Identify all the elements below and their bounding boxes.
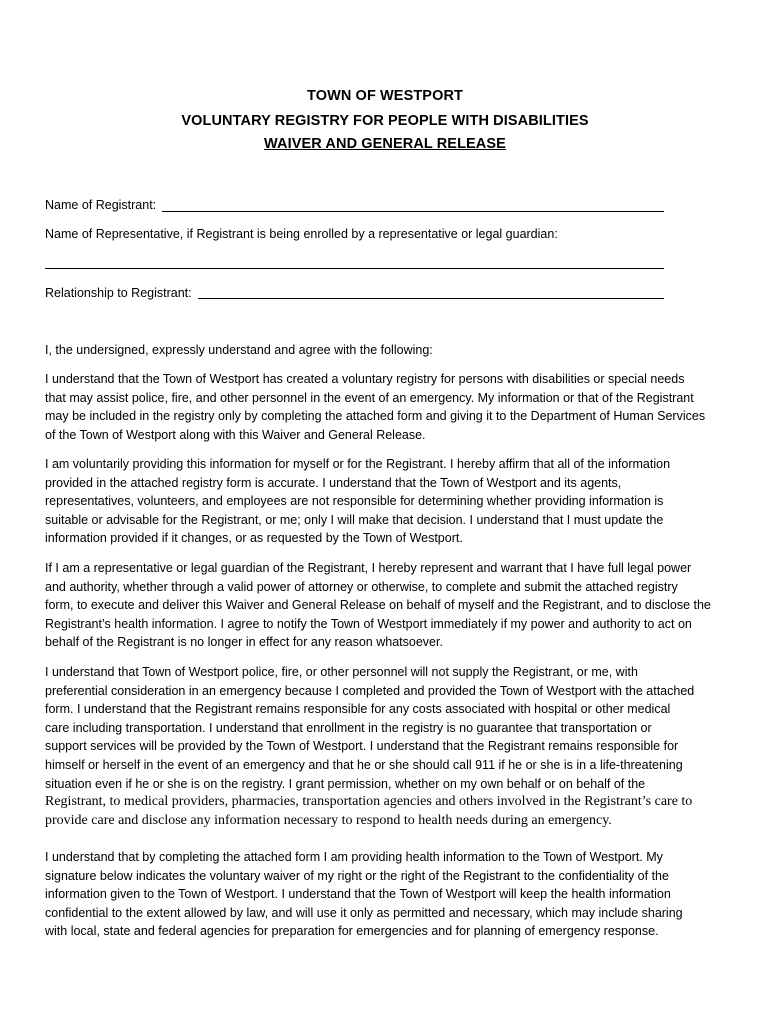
- representative-name-field[interactable]: [45, 268, 664, 269]
- text-line: If I am a representative or legal guardian of the Registrant, I hereby represent and warrant that I have full legal power: [45, 561, 692, 575]
- text-line: information given to the Town of Westport. I understand that the Town of Westport will keep the health information: [45, 887, 671, 902]
- text-line: with local, state and federal agencies for preparation for emergencies and for planning of emergency response.: [45, 924, 659, 939]
- text-line: support services will be provided by the Town of Westport. I understand that the Registrant remains responsible for: [45, 739, 679, 754]
- text-line: I understand that by completing the attached form I am providing health information to the Town of Westport. My: [45, 850, 663, 864]
- text-line: may be included in the registry only by completing the attached form and giving it to the Department of Human Services: [45, 409, 706, 424]
- text-line: preferential consideration in an emergency because I completed and provided the Town of Westport with the attached: [45, 683, 695, 698]
- text-line: Registrant, to medical providers, pharmacies, transportation agencies and others involved in the Registrant’s care to: [45, 794, 693, 810]
- intro-text: I, the undersigned, expressly understand and agree with the following:: [45, 343, 433, 357]
- text-line: himself or herself in the event of an emergency and that he or she should call 911 if he or she is in a life-threatening: [45, 757, 683, 772]
- registrant-name-label: Name of Registrant:: [45, 198, 157, 212]
- paragraph-registry-purpose: [45, 370, 725, 444]
- relationship-field[interactable]: [198, 298, 664, 299]
- representative-name-label: Name of Representative, if Registrant is being enrolled by a representative or legal guardian:: [45, 227, 558, 241]
- paragraph-health-information: [45, 848, 725, 941]
- text-line: and authority, whether through a valid power of attorney or otherwise, to complete and submit the attached registry: [45, 579, 678, 594]
- text-line: provided in the attached registry form is accurate. I understand that the Town of Westport and its agents,: [45, 475, 622, 490]
- relationship-label: Relationship to Registrant:: [45, 286, 192, 300]
- text-line: form, to execute and deliver this Waiver and General Release on behalf of myself and the Registrant, and to disclose the: [45, 598, 711, 613]
- text-line: provide care and disclose any information necessary to respond to health needs during an emergency.: [45, 812, 612, 828]
- text-line: information provided if it changes, or as requested by the Town of Westport.: [45, 531, 463, 546]
- registrant-name-field[interactable]: [162, 211, 664, 212]
- text-line: care including transportation. I understand that enrollment in the registry is no guarantee that transportation or: [45, 720, 652, 735]
- text-line: that may assist police, fire, and other personnel in the event of an emergency. My information or that of the Registrant: [45, 390, 694, 405]
- town-title: TOWN OF WESTPORT: [307, 88, 463, 104]
- paragraph-emergency-responsibility: [45, 663, 725, 830]
- paragraph-representative: [45, 559, 725, 652]
- text-line: Registrant’s health information. I agree to notify the Town of Westport immediately if my power and authority to act on: [45, 616, 692, 631]
- text-line: I understand that the Town of Westport has created a voluntary registry for persons with disabilities or special needs: [45, 372, 685, 386]
- paragraph-voluntary-info: [45, 455, 725, 548]
- text-line: suitable or advisable for the Registrant, or me; only I will make that decision. I understand that I must update the: [45, 512, 664, 527]
- text-line: I am voluntarily providing this information for myself or for the Registrant. I hereby affirm that all of the information: [45, 457, 671, 471]
- text-line: representatives, volunteers, and employees are not responsible for determining whether providing information is: [45, 494, 664, 509]
- text-line: situation even if he or she is on the registry. I grant permission, whether on my own behalf or on behalf of the: [45, 776, 646, 791]
- text-line: confidential to the extent allowed by law, and will use it only as permitted and necessary, which may include sharing: [45, 905, 683, 920]
- text-line: I understand that Town of Westport police, fire, or other personnel will not supply the Registrant, or me, with: [45, 665, 638, 679]
- registry-title: VOLUNTARY REGISTRY FOR PEOPLE WITH DISABILITIES: [181, 113, 589, 129]
- form-title: WAIVER AND GENERAL RELEASE: [264, 136, 506, 152]
- text-line: form. I understand that the Registrant remains responsible for any costs associated with hospital or other medical: [45, 702, 671, 717]
- text-line: behalf of the Registrant is no longer in effect for any reason whatsoever.: [45, 635, 443, 650]
- text-line: of the Town of Westport along with this Waiver and General Release.: [45, 427, 426, 442]
- text-line: signature below indicates the voluntary waiver of my right or the right of the Registrant to the confidentiality of the: [45, 868, 669, 883]
